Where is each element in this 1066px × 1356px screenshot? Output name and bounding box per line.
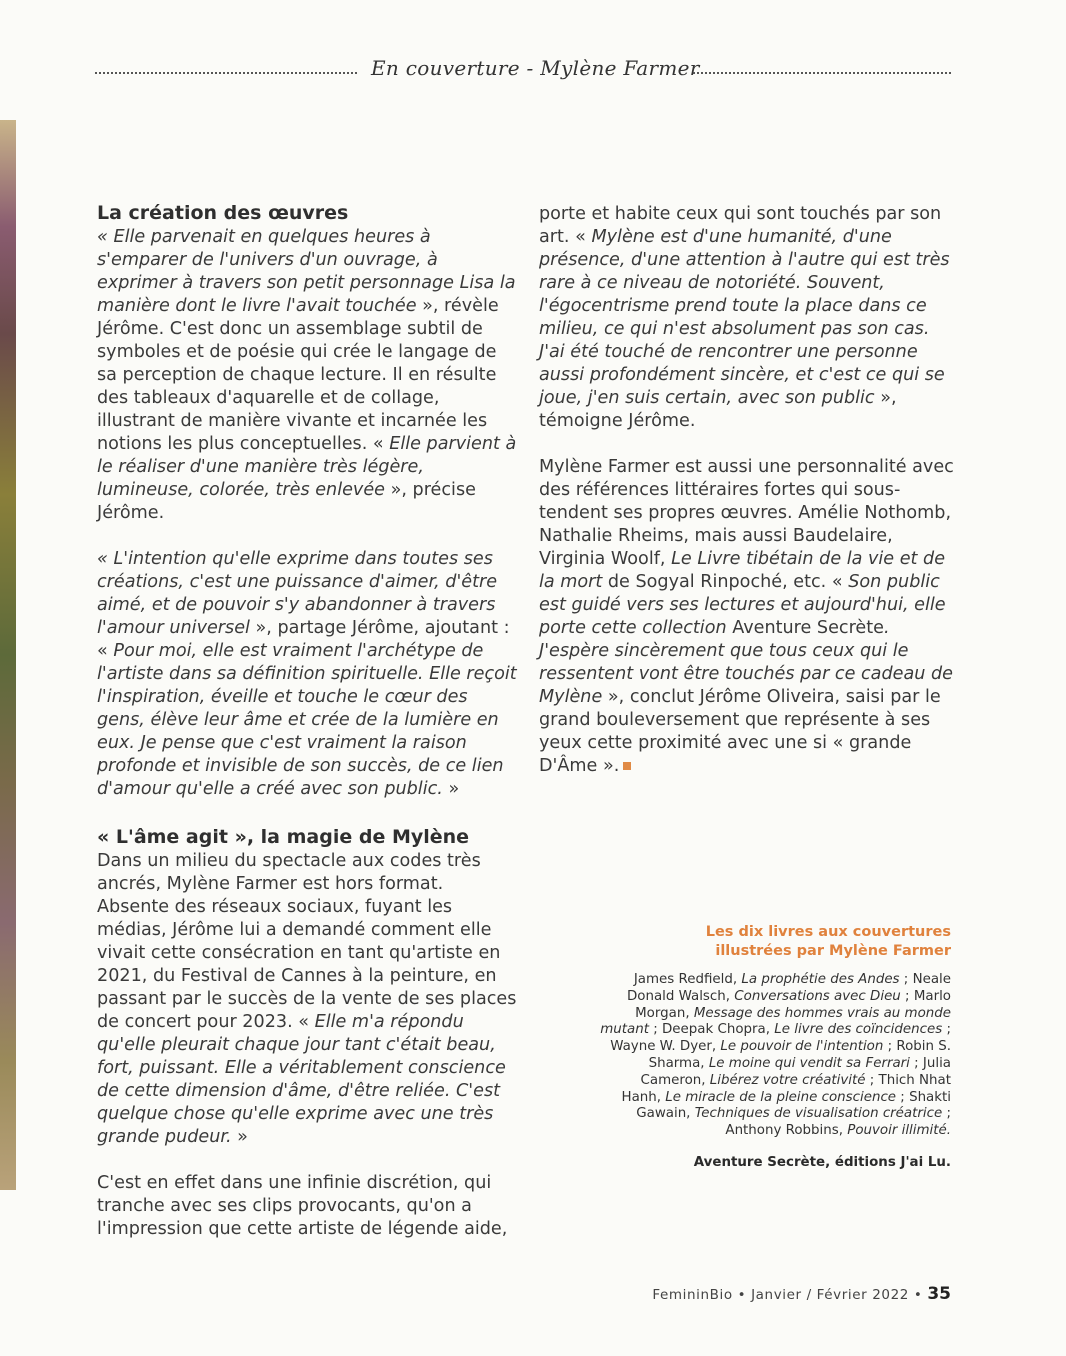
text-run: ; Anthony Robbins, (725, 1106, 951, 1139)
text-run: Le livre des coïncidences (774, 1022, 943, 1038)
header-rule-right (693, 72, 951, 74)
text-run: Libérez votre créativité (709, 1072, 866, 1088)
footer-text: FemininBio • Janvier / Février 2022 • (652, 1287, 928, 1303)
text-run: Message des hommes vrais au monde mutant (600, 1005, 951, 1038)
text-run: Pour moi, elle est vraiment l'archétype de l'artiste dans sa définition spirituelle. Elle reçoit l'inspiration, éveille et touche le cœur des gens, élève leur âme et crée de la lumière en eux. Je pense que c'est vraiment la raison profonde et invisible de son succès, de ce lien d'amour qu'elle a créé avec son public. (97, 641, 517, 799)
section-header (95, 56, 951, 84)
text-run: » (231, 1127, 248, 1147)
paragraph (97, 1172, 517, 1241)
text-run: Mylène est d'une humanité, d'une présence, d'une attention à l'autre qui est très rare à ce niveau de notoriété. Souvent, l'égocentrisme prend toute la place dans ce milieu, ce qui n'est absolument pas son cas. J'ai été touché de rencontrer une personne aussi profondément sincère, et c'est ce qui se joue, j'en suis certain, avec son public (539, 227, 950, 408)
text-run: . J'espère sincèrement que tous ceux qui le ressentent vont être touchés par ce cadeau de Mylène (539, 618, 953, 707)
article-column-right (539, 203, 959, 778)
text-run: Mylène Farmer est aussi une personnalité avec des références littéraires fortes qui sous-tendent ses propres œuvres. Amélie Nothomb, Nathalie Rheims, mais aussi Baudelaire, Virginia Woolf, (539, 457, 954, 569)
text-run: », partage Jérôme, ajoutant : « (97, 618, 510, 661)
text-run: ; Robin S. Sharma, (648, 1039, 951, 1071)
text-run: Elle parvient à le réaliser d'une manière très légère, lumineuse, colorée, très enlevée (97, 434, 517, 500)
text-run: James Redfield, (633, 972, 742, 987)
book-list-title-line: Les dix livres aux couvertures (705, 924, 951, 940)
text-run: ; Marlo Morgan, (635, 988, 951, 1021)
text-run: Pouvoir illimité. (847, 1123, 951, 1139)
article-column-left (97, 200, 517, 1241)
text-run: C'est en effet dans une infinie discrétion, qui tranche avec ses clips provocants, qu'on a l'impression que cette artiste de légende aide, (97, 1173, 508, 1239)
text-run: Elle m'a répondu qu'elle pleurait chaque jour tant c'était beau, fort, puissant. Elle a véritablement conscience de cette dimension d'âme, d'être reliée. C'est quelque chose qu'elle exprime avec une très grande pudeur. (97, 1012, 506, 1147)
text-run: ; Julia Cameron, (640, 1055, 951, 1088)
paragraph (97, 850, 517, 1149)
text-run: » (442, 779, 460, 799)
book-list-source: Aventure Secrète, éditions J'ai Lu. (693, 1154, 951, 1170)
end-mark-icon (623, 762, 631, 770)
left-edge-image-strip (0, 120, 16, 1190)
text-run: Dans un milieu du spectacle aux codes très ancrés, Mylène Farmer est hors format. Absente des réseaux sociaux, fuyant les médias, Jérôme lui a demandé comment elle vivait cette consécration en tant qu'artiste en 2021, du Festival de Cannes à la peinture, en passant par le succès de la vente de ses places de concert pour 2023. « (97, 851, 517, 1032)
page-number: 35 (927, 1284, 951, 1304)
text-run: », conclut Jérôme Oliveira, saisi par le grand bouleversement que représente à ses yeux cette proximité avec une si « grande D'Âme ». (539, 687, 941, 776)
section-title: En couverture - Mylène Farmer (371, 56, 700, 80)
text-run: », précise Jérôme. (97, 480, 476, 523)
paragraph-text (539, 457, 954, 776)
text-run: La prophétie des Andes (741, 972, 900, 987)
paragraph-final (539, 456, 959, 778)
paragraph (539, 203, 959, 433)
text-run: ; Thich Nhat Hanh, (621, 1072, 951, 1105)
heading-creation: La création des œuvres (97, 202, 349, 224)
text-run: de Sogyal Rinpoché, etc. « (602, 572, 849, 592)
book-list-text (600, 972, 951, 1140)
text-run: Le Livre tibétain de la vie et de la mort (539, 549, 946, 592)
text-run: « Elle parvenait en quelques heures à s'emparer de l'univers d'un ouvrage, à exprimer à travers son petit personnage Lisa la manière dont le livre l'avait touchée (97, 227, 516, 316)
text-run: Le moine qui vendit sa Ferrari (708, 1055, 910, 1071)
text-run: Techniques de visualisation créatrice (694, 1106, 943, 1122)
text-run: Son public est guidé vers ses lectures et aujourd'hui, elle porte cette collection (539, 572, 946, 638)
text-run: ; Deepak Chopra, (648, 1022, 775, 1038)
text-run: », témoigne Jérôme. (539, 388, 897, 431)
text-run: », révèle Jérôme. C'est donc un assemblage subtil de symboles et de poésie qui crée le langage de sa perception de chaque lecture. Il en résulte des tableaux d'aquarelle et de collage, illustrant de manière vivante et incarnée les notions les plus conceptuelles. « (97, 296, 499, 454)
heading-ame-agit: « L'âme agit », la magie de Mylène (97, 826, 470, 848)
text-run: Le miracle de la pleine conscience (665, 1089, 897, 1105)
text-run: Le pouvoir de l'intention (720, 1039, 884, 1055)
book-list-title (600, 923, 951, 961)
text-run: Aventure Secrète (732, 618, 884, 638)
text-run: ; Neale Donald Walsch, (626, 972, 951, 1004)
header-rule-left (95, 72, 357, 74)
paragraph (97, 226, 517, 525)
text-run: ; Wayne W. Dyer, (610, 1022, 951, 1055)
text-run: Conversations avec Dieu (734, 988, 901, 1004)
text-run: porte et habite ceux qui sont touchés par son art. « (539, 204, 942, 247)
paragraph (97, 548, 517, 801)
text-run: ; Shakti Gawain, (636, 1089, 951, 1122)
book-list-title-line: illustrées par Mylène Farmer (715, 943, 951, 959)
text-run: « L'intention qu'elle exprime dans toutes ses créations, c'est une puissance d'aimer, d'être aimé, et de pouvoir s'y abandonner à travers l'amour universel (97, 549, 498, 638)
book-list-box (600, 923, 951, 1171)
page-footer (652, 1284, 951, 1304)
